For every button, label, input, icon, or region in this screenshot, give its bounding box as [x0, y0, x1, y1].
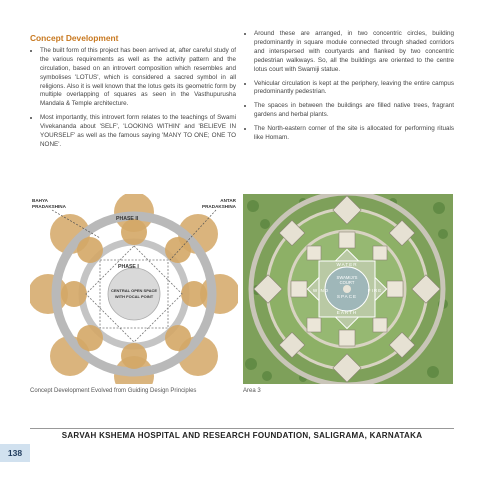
label-space: SPACE: [336, 294, 358, 299]
bullet-item: • The spaces in between the buildings are filled native trees, fragrant gardens and herbal plants.: [254, 102, 454, 120]
right-bullet-list: [244, 30, 454, 143]
bullet-item: • The built form of this project has been arrived at, after careful study of the various requirements as well as the activity pattern and the circulation, based on an introvert composition which resembles and symbolises 'LOTUS', which is considered a sacred symbol in all religions. Also it is well known that the lotus gets its geometric form by multiple overlapping of squares as seen in the Vasthupurusha Mandala & Temple architecture.: [40, 47, 236, 109]
label-wind: WIND: [312, 288, 330, 293]
label-bahya: BAHYA: [32, 198, 48, 203]
bullet-item: • Around these are arranged, in two concentric circles, building predominantly in square module connected through shaded corridors and interspersed with courtyards and flanked by two concentric pedestrian walkways. So, all the buildings are oriented to the centre lotus court with Swamiji statue.: [254, 30, 454, 75]
label-fire: FIRE: [367, 288, 383, 293]
right-figure-caption: Area 3: [243, 388, 261, 394]
page-number: 138: [0, 444, 30, 462]
label-phase-2: PHASE II: [116, 216, 139, 222]
statue: [343, 285, 351, 293]
label-bahya-pradakshina: PRADAKSHINA: [32, 204, 66, 209]
bullet-item: • The North-eastern corner of the site is allocated for performing rituals like Homam.: [254, 125, 454, 143]
concept-diagram: [30, 194, 238, 384]
left-bullet-list: [30, 47, 236, 150]
site-plan-figure: [243, 194, 453, 384]
footer-divider: [30, 428, 454, 429]
left-text-column: [30, 30, 236, 155]
site-plan: [243, 194, 453, 384]
label-phase-1: PHASE I: [118, 264, 139, 270]
bullet-item: • Most importantly, this introvert form relates to the teachings of Swami Vivekananda about 'SELF', 'LOOKING WITHIN' and 'BELIEVE IN YOURSELF' as well as the famous saying 'MANY TO ONE; ONE TO NONE'.: [40, 114, 236, 150]
footer-title: SARVAH KSHEMA HOSPITAL AND RESEARCH FOUNDATION, SALIGRAMA, KARNATAKA: [61, 431, 423, 440]
label-court: COURT: [339, 280, 355, 285]
label-focal-point: WITH FOCAL POINT: [114, 294, 154, 299]
label-earth: EARTH: [336, 310, 358, 315]
label-central-open-space: CENTRAL OPEN SPACE: [110, 288, 158, 293]
label-water: WATER: [336, 262, 358, 267]
right-text-column: [244, 30, 454, 148]
label-antar-pradakshina: PRADAKSHINA: [202, 204, 236, 209]
bullet-item: • Vehicular circulation is kept at the periphery, leaving the entire campus predominantly pedestrian.: [254, 80, 454, 98]
label-antar: ANTAR: [220, 198, 236, 203]
label-swamiji: SWAMIJI'S: [336, 275, 358, 280]
concept-diagram-figure: [30, 194, 238, 384]
section-heading: Concept Development: [30, 33, 119, 43]
left-figure-caption: Concept Development Evolved from Guiding Design Principles: [30, 388, 197, 394]
